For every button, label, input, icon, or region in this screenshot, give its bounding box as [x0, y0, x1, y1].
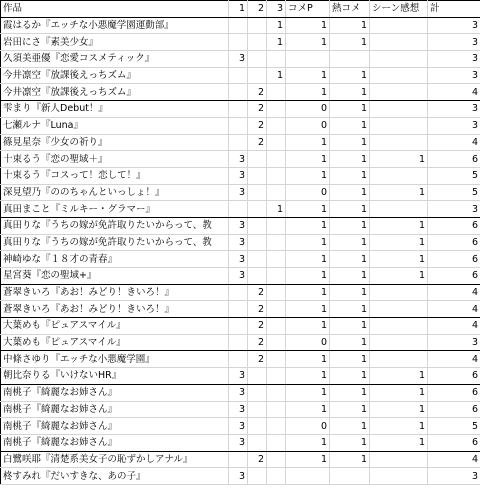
cell-total[interactable]: 4	[428, 351, 480, 368]
cell-score-2[interactable]: 2	[248, 284, 267, 301]
cell-title[interactable]: 蒼翠きいろ『あお！みどり！きいろ！』	[1, 284, 229, 301]
cell-scene-impression[interactable]	[370, 201, 428, 218]
cell-score-2[interactable]	[248, 401, 267, 418]
cell-score-2[interactable]	[248, 151, 267, 168]
cell-score-3[interactable]	[267, 401, 286, 418]
cell-total[interactable]: 4	[428, 84, 480, 101]
cell-title[interactable]: 篠見星奈『少女の祈り』	[1, 134, 229, 151]
cell-hot-comment[interactable]: 1	[330, 334, 370, 351]
cell-scene-impression[interactable]	[370, 334, 428, 351]
cell-scene-impression[interactable]: 1	[370, 251, 428, 268]
cell-total[interactable]: 6	[428, 217, 480, 234]
cell-score-3[interactable]	[267, 384, 286, 401]
cell-comment-p[interactable]: 1	[286, 234, 330, 251]
cell-hot-comment[interactable]	[330, 468, 370, 485]
cell-comment-p[interactable]: 0	[286, 117, 330, 134]
table-row	[1, 234, 480, 251]
cell-comment-p[interactable]: 1	[286, 351, 330, 368]
cell-score-3[interactable]	[267, 184, 286, 201]
cell-hot-comment[interactable]: 1	[330, 151, 370, 168]
cell-comment-p[interactable]: 1	[286, 284, 330, 301]
cell-scene-impression[interactable]: 1	[370, 268, 428, 285]
table-row	[1, 151, 480, 168]
cell-total[interactable]: 6	[428, 251, 480, 268]
table-row	[1, 184, 480, 201]
cell-comment-p[interactable]: 1	[286, 318, 330, 335]
cell-scene-impression[interactable]: 1	[370, 384, 428, 401]
cell-score-3[interactable]	[267, 284, 286, 301]
cell-hot-comment[interactable]: 1	[330, 351, 370, 368]
cell-hot-comment[interactable]: 1	[330, 217, 370, 234]
cell-total[interactable]: 6	[428, 151, 480, 168]
table-row	[1, 117, 480, 134]
cell-total[interactable]: 3	[428, 117, 480, 134]
table-body	[1, 1, 480, 485]
cell-score-1[interactable]	[229, 318, 248, 335]
cell-score-1[interactable]	[229, 34, 248, 51]
cell-title[interactable]: 霞はるか『エッチな小悪魔学園運動部』	[1, 17, 229, 34]
cell-scene-impression[interactable]	[370, 101, 428, 118]
cell-score-2[interactable]	[248, 434, 267, 451]
table-row	[1, 468, 480, 485]
cell-total[interactable]: 3	[428, 468, 480, 485]
cell-hot-comment[interactable]: 1	[330, 201, 370, 218]
cell-score-3[interactable]	[267, 451, 286, 468]
cell-score-1[interactable]: 3	[229, 401, 248, 418]
cell-comment-p[interactable]: 1	[286, 251, 330, 268]
cell-score-3[interactable]	[267, 84, 286, 101]
cell-scene-impression[interactable]	[370, 451, 428, 468]
cell-score-2[interactable]	[248, 418, 267, 435]
cell-comment-p[interactable]: 1	[286, 434, 330, 451]
cell-score-2[interactable]	[248, 468, 267, 485]
table-row	[1, 268, 480, 285]
cell-title[interactable]: 中條さゆり『エッチな小悪魔学園』	[1, 351, 229, 368]
cell-score-2[interactable]	[248, 234, 267, 251]
cell-score-2[interactable]: 2	[248, 351, 267, 368]
cell-score-1[interactable]	[229, 451, 248, 468]
cell-hot-comment[interactable]: 1	[330, 84, 370, 101]
cell-scene-impression[interactable]: 1	[370, 184, 428, 201]
cell-comment-p[interactable]: 1	[286, 167, 330, 184]
cell-title[interactable]: 深見望乃『ののちゃんといっしょ！』	[1, 184, 229, 201]
cell-score-1[interactable]	[229, 301, 248, 318]
table-row	[1, 301, 480, 318]
cell-score-3[interactable]	[267, 101, 286, 118]
table-row	[1, 451, 480, 468]
cell-hot-comment[interactable]: 1	[330, 434, 370, 451]
cell-score-1[interactable]: 3	[229, 268, 248, 285]
cell-total[interactable]: 6	[428, 384, 480, 401]
cell-score-2[interactable]	[248, 184, 267, 201]
cell-total[interactable]: 6	[428, 234, 480, 251]
cell-score-1[interactable]: 3	[229, 217, 248, 234]
cell-score-1[interactable]	[229, 351, 248, 368]
table-row	[1, 51, 480, 68]
cell-comment-p[interactable]: 1	[286, 384, 330, 401]
header-hot-comment[interactable]: 熱コメ	[330, 1, 370, 18]
cell-score-1[interactable]	[229, 201, 248, 218]
cell-score-2[interactable]	[248, 51, 267, 68]
header-score-3[interactable]: 3	[267, 1, 286, 18]
cell-hot-comment[interactable]: 1	[330, 101, 370, 118]
cell-score-1[interactable]	[229, 284, 248, 301]
cell-score-1[interactable]	[229, 101, 248, 118]
table-row	[1, 434, 480, 451]
cell-title[interactable]: 南桃子『綺麗なお姉さん』	[1, 384, 229, 401]
table-row	[1, 401, 480, 418]
cell-scene-impression[interactable]: 1	[370, 151, 428, 168]
cell-hot-comment[interactable]: 1	[330, 167, 370, 184]
cell-score-3[interactable]	[267, 434, 286, 451]
cell-hot-comment[interactable]: 1	[330, 251, 370, 268]
cell-score-2[interactable]	[248, 167, 267, 184]
cell-score-1[interactable]	[229, 67, 248, 84]
cell-total[interactable]: 6	[428, 268, 480, 285]
cell-total[interactable]: 3	[428, 334, 480, 351]
cell-title[interactable]: 今井凛空『放課後えっちズム』	[1, 84, 229, 101]
cell-hot-comment[interactable]: 1	[330, 117, 370, 134]
table-row	[1, 84, 480, 101]
cell-total[interactable]: 3	[428, 67, 480, 84]
cell-score-3[interactable]	[267, 334, 286, 351]
cell-total[interactable]: 6	[428, 434, 480, 451]
cell-hot-comment[interactable]: 1	[330, 301, 370, 318]
cell-scene-impression[interactable]	[370, 167, 428, 184]
cell-title[interactable]: 神崎ゆな『１８才の青春』	[1, 251, 229, 268]
cell-score-3[interactable]	[267, 318, 286, 335]
cell-hot-comment[interactable]: 1	[330, 384, 370, 401]
cell-score-3[interactable]: 1	[267, 34, 286, 51]
cell-title[interactable]: 真田まこと『ミルキー・グラマー』	[1, 201, 229, 218]
cell-score-2[interactable]: 2	[248, 301, 267, 318]
cell-comment-p[interactable]: 1	[286, 17, 330, 34]
header-score-1[interactable]: 1	[229, 1, 248, 18]
cell-scene-impression[interactable]	[370, 468, 428, 485]
header-comment-p[interactable]: コメP	[286, 1, 330, 18]
table-row	[1, 284, 480, 301]
table-row	[1, 34, 480, 51]
table-row	[1, 201, 480, 218]
cell-title[interactable]: 大葉めも『ピュアスマイル』	[1, 318, 229, 335]
cell-score-1[interactable]: 3	[229, 418, 248, 435]
cell-scene-impression[interactable]: 1	[370, 368, 428, 385]
cell-comment-p[interactable]: 0	[286, 101, 330, 118]
cell-score-2[interactable]: 2	[248, 451, 267, 468]
cell-score-3[interactable]	[267, 368, 286, 385]
cell-score-3[interactable]	[267, 268, 286, 285]
cell-score-2[interactable]	[248, 67, 267, 84]
cell-scene-impression[interactable]: 1	[370, 418, 428, 435]
cell-score-1[interactable]: 3	[229, 234, 248, 251]
cell-scene-impression[interactable]	[370, 67, 428, 84]
cell-total[interactable]: 4	[428, 134, 480, 151]
table-row	[1, 351, 480, 368]
cell-score-3[interactable]	[267, 51, 286, 68]
cell-comment-p[interactable]: 0	[286, 418, 330, 435]
cell-score-1[interactable]	[229, 117, 248, 134]
cell-comment-p[interactable]: 1	[286, 451, 330, 468]
cell-total[interactable]: 5	[428, 184, 480, 201]
cell-comment-p[interactable]: 0	[286, 184, 330, 201]
cell-title[interactable]: 南桃子『綺麗なお姉さん』	[1, 434, 229, 451]
cell-total[interactable]: 4	[428, 451, 480, 468]
table-row	[1, 251, 480, 268]
cell-comment-p[interactable]: 1	[286, 217, 330, 234]
header-total[interactable]: 計	[428, 1, 480, 18]
cell-comment-p[interactable]: 1	[286, 368, 330, 385]
cell-comment-p[interactable]: 1	[286, 84, 330, 101]
cell-score-2[interactable]	[248, 217, 267, 234]
cell-score-2[interactable]	[248, 201, 267, 218]
cell-total[interactable]: 4	[428, 318, 480, 335]
cell-score-2[interactable]	[248, 17, 267, 34]
cell-score-1[interactable]: 3	[229, 384, 248, 401]
table-row	[1, 318, 480, 335]
cell-comment-p[interactable]: 1	[286, 134, 330, 151]
cell-score-3[interactable]	[267, 351, 286, 368]
table-row	[1, 368, 480, 385]
cell-scene-impression[interactable]	[370, 34, 428, 51]
cell-hot-comment[interactable]: 1	[330, 318, 370, 335]
cell-score-2[interactable]	[248, 384, 267, 401]
cell-score-3[interactable]	[267, 217, 286, 234]
cell-score-1[interactable]: 3	[229, 468, 248, 485]
cell-title[interactable]: 真田りな『うちの嫁が免許取りたいからって、教	[1, 234, 229, 251]
cell-hot-comment[interactable]	[330, 51, 370, 68]
cell-scene-impression[interactable]	[370, 351, 428, 368]
cell-title[interactable]: 今井凛空『放課後えっちズム』	[1, 67, 229, 84]
cell-score-1[interactable]: 3	[229, 51, 248, 68]
cell-score-3[interactable]: 1	[267, 17, 286, 34]
cell-scene-impression[interactable]: 1	[370, 401, 428, 418]
cell-total[interactable]: 6	[428, 401, 480, 418]
cell-scene-impression[interactable]	[370, 84, 428, 101]
table-row	[1, 384, 480, 401]
cell-hot-comment[interactable]: 1	[330, 17, 370, 34]
cell-score-3[interactable]	[267, 151, 286, 168]
cell-score-1[interactable]	[229, 17, 248, 34]
cell-score-1[interactable]: 3	[229, 151, 248, 168]
cell-score-3[interactable]	[267, 167, 286, 184]
cell-title[interactable]: 南桃子『綺麗なお姉さん』	[1, 418, 229, 435]
cell-score-2[interactable]: 2	[248, 101, 267, 118]
table-row	[1, 217, 480, 234]
table-row	[1, 17, 480, 34]
cell-hot-comment[interactable]: 1	[330, 268, 370, 285]
cell-score-3[interactable]: 1	[267, 67, 286, 84]
cell-hot-comment[interactable]: 1	[330, 34, 370, 51]
cell-score-2[interactable]	[248, 34, 267, 51]
cell-score-3[interactable]	[267, 301, 286, 318]
cell-hot-comment[interactable]: 1	[330, 134, 370, 151]
cell-hot-comment[interactable]: 1	[330, 401, 370, 418]
table-row	[1, 418, 480, 435]
table-row	[1, 334, 480, 351]
cell-comment-p[interactable]: 1	[286, 151, 330, 168]
cell-comment-p[interactable]: 1	[286, 268, 330, 285]
cell-score-3[interactable]	[267, 234, 286, 251]
cell-score-2[interactable]	[248, 368, 267, 385]
cell-score-3[interactable]	[267, 117, 286, 134]
cell-title[interactable]: 大葉めも『ピュアスマイル』	[1, 334, 229, 351]
cell-hot-comment[interactable]: 1	[330, 284, 370, 301]
cell-comment-p[interactable]: 1	[286, 34, 330, 51]
cell-scene-impression[interactable]	[370, 284, 428, 301]
header-title[interactable]: 作品	[1, 1, 229, 18]
cell-scene-impression[interactable]: 1	[370, 217, 428, 234]
cell-hot-comment[interactable]: 1	[330, 368, 370, 385]
cell-title[interactable]: 朝比奈りる『いけないHR』	[1, 368, 229, 385]
header-row	[1, 1, 480, 18]
cell-score-2[interactable]: 2	[248, 117, 267, 134]
cell-title[interactable]: 七瀬ルナ『Luna』	[1, 117, 229, 134]
cell-score-3[interactable]: 1	[267, 201, 286, 218]
cell-score-2[interactable]	[248, 251, 267, 268]
table-row	[1, 134, 480, 151]
cell-total[interactable]: 5	[428, 418, 480, 435]
cell-scene-impression[interactable]	[370, 318, 428, 335]
cell-title[interactable]: 白鷺咲耶『清楚系美女子の恥ずかしアナル』	[1, 451, 229, 468]
cell-score-1[interactable]: 3	[229, 251, 248, 268]
cell-score-1[interactable]	[229, 134, 248, 151]
cell-score-1[interactable]: 3	[229, 167, 248, 184]
cell-total[interactable]: 6	[428, 368, 480, 385]
cell-scene-impression[interactable]	[370, 117, 428, 134]
cell-score-1[interactable]: 3	[229, 434, 248, 451]
header-scene-impression[interactable]: シーン感想	[370, 1, 428, 18]
cell-title[interactable]: 岩田にさ『素美少女』	[1, 34, 229, 51]
cell-score-3[interactable]	[267, 468, 286, 485]
cell-title[interactable]: 南桃子『綺麗なお姉さん』	[1, 401, 229, 418]
cell-scene-impression[interactable]	[370, 51, 428, 68]
cell-hot-comment[interactable]: 1	[330, 234, 370, 251]
cell-score-1[interactable]	[229, 84, 248, 101]
cell-total[interactable]: 5	[428, 167, 480, 184]
cell-scene-impression[interactable]	[370, 17, 428, 34]
cell-comment-p[interactable]	[286, 468, 330, 485]
cell-title[interactable]: 久須美亜優『恋愛コスメティック』	[1, 51, 229, 68]
cell-scene-impression[interactable]	[370, 134, 428, 151]
cell-scene-impression[interactable]: 1	[370, 434, 428, 451]
cell-comment-p[interactable]: 1	[286, 301, 330, 318]
cell-score-3[interactable]	[267, 251, 286, 268]
cell-scene-impression[interactable]	[370, 301, 428, 318]
cell-score-3[interactable]	[267, 418, 286, 435]
cell-score-1[interactable]: 3	[229, 368, 248, 385]
cell-total[interactable]: 3	[428, 34, 480, 51]
cell-comment-p[interactable]: 1	[286, 67, 330, 84]
cell-score-3[interactable]	[267, 134, 286, 151]
cell-total[interactable]: 3	[428, 201, 480, 218]
cell-title[interactable]: 十束るう『恋の聖域＋』	[1, 151, 229, 168]
cell-hot-comment[interactable]: 1	[330, 184, 370, 201]
cell-title[interactable]: 十束るう『コスって！恋して！』	[1, 167, 229, 184]
header-score-2[interactable]: 2	[248, 1, 267, 18]
cell-score-2[interactable]: 2	[248, 134, 267, 151]
cell-title[interactable]: 蒼翠きいろ『あお！みどり！きいろ！』	[1, 301, 229, 318]
cell-total[interactable]: 3	[428, 17, 480, 34]
cell-title[interactable]: 星宮葵『恋の聖域+』	[1, 268, 229, 285]
cell-score-2[interactable]: 2	[248, 318, 267, 335]
cell-score-1[interactable]	[229, 334, 248, 351]
cell-score-2[interactable]	[248, 268, 267, 285]
cell-comment-p[interactable]: 1	[286, 401, 330, 418]
cell-title[interactable]: 雫まり『新人Debut！』	[1, 101, 229, 118]
cell-score-1[interactable]: 3	[229, 184, 248, 201]
table-row	[1, 167, 480, 184]
cell-total[interactable]: 4	[428, 301, 480, 318]
cell-total[interactable]: 3	[428, 51, 480, 68]
cell-hot-comment[interactable]: 1	[330, 67, 370, 84]
cell-total[interactable]: 4	[428, 284, 480, 301]
cell-score-2[interactable]: 2	[248, 334, 267, 351]
cell-title[interactable]: 真田りな『うちの嫁が免許取りたいからって、教	[1, 217, 229, 234]
table-row	[1, 67, 480, 84]
cell-comment-p[interactable]	[286, 51, 330, 68]
cell-hot-comment[interactable]: 1	[330, 418, 370, 435]
cell-hot-comment[interactable]: 1	[330, 451, 370, 468]
cell-title[interactable]: 柊すみれ『だいすきな、あの子』	[1, 468, 229, 485]
cell-total[interactable]: 3	[428, 101, 480, 118]
cell-comment-p[interactable]: 1	[286, 201, 330, 218]
cell-comment-p[interactable]: 0	[286, 334, 330, 351]
table-row	[1, 101, 480, 118]
cell-scene-impression[interactable]: 1	[370, 234, 428, 251]
cell-score-2[interactable]: 2	[248, 84, 267, 101]
